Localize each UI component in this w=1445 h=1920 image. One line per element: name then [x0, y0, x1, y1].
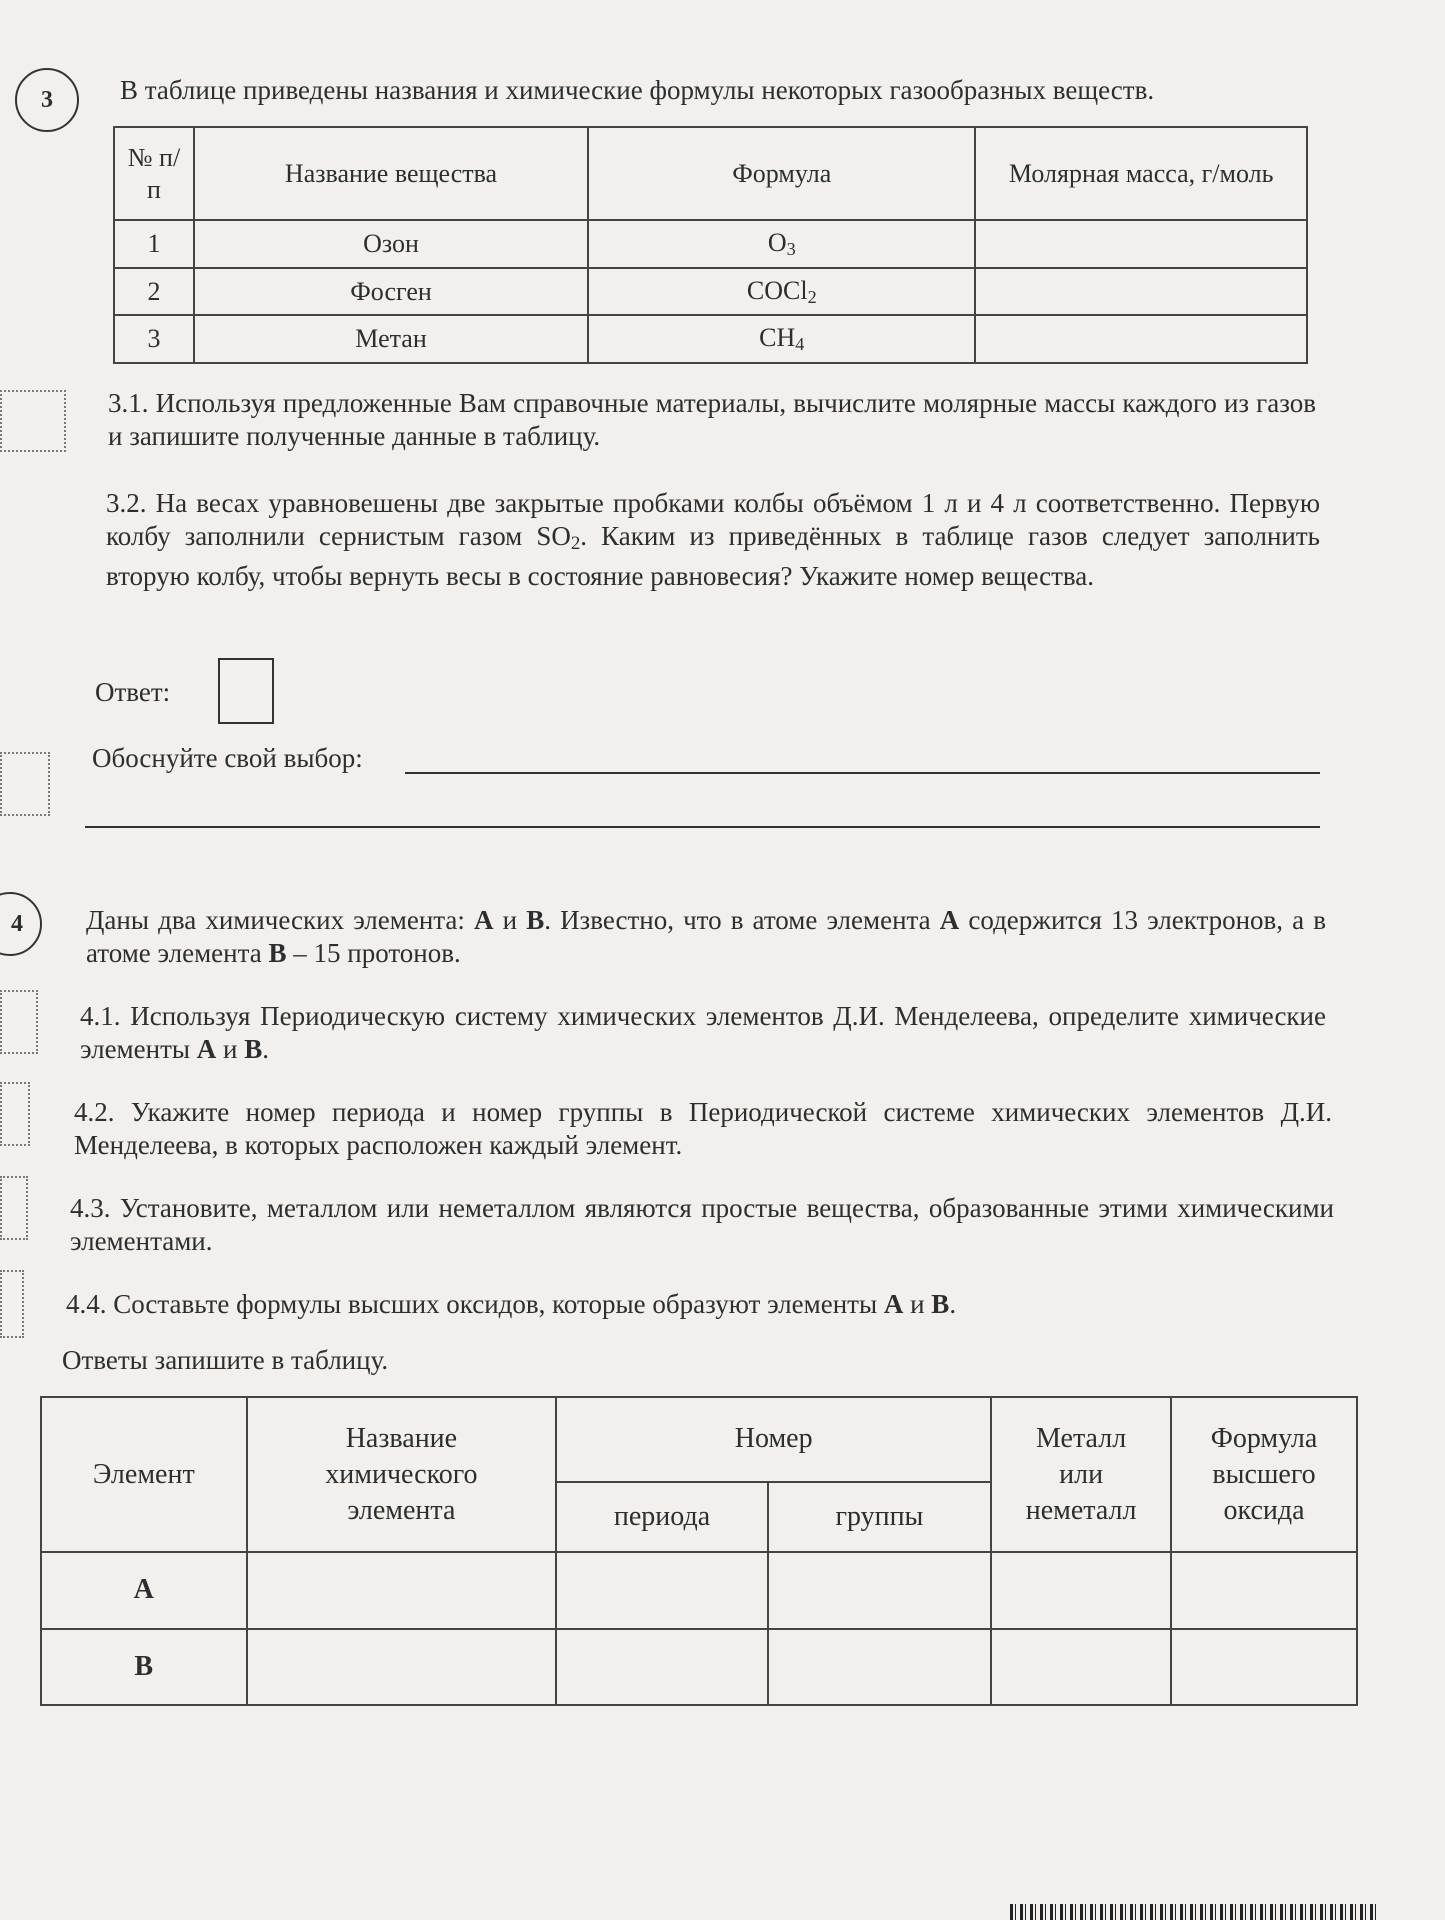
- substance-formula: $O_3$: [588, 220, 975, 268]
- substances-table: [113, 126, 1308, 364]
- question-4-4: 4.4. Составьте формулы высших оксидов, которые образуют элементы A и B.: [66, 1289, 957, 1319]
- answer-input-box[interactable]: [218, 658, 274, 724]
- header-metal: Металл или неметалл: [991, 1397, 1171, 1552]
- score-box-4-1[interactable]: [0, 990, 38, 1054]
- answer-cell[interactable]: [768, 1552, 991, 1628]
- substance-formula: $CH_4$: [588, 315, 975, 363]
- task4-intro: Даны два химических элемента: A и B. Известно, что в атоме элемента A содержится 13 электронов, а в атоме элемента B – 15 протонов.: [86, 905, 1326, 968]
- question-4-2: 4.2. Укажите номер периода и номер группы в Периодической системе химических элементов Д.И. Менделеева, в которых расположен каждый элемент.: [74, 1097, 1332, 1160]
- justify-line-1[interactable]: [405, 772, 1320, 774]
- molar-mass-cell[interactable]: [975, 315, 1307, 363]
- barcode: [1010, 1904, 1380, 1920]
- substance-name: Озон: [194, 220, 588, 268]
- table-row: [41, 1629, 1357, 1705]
- header-period: периода: [556, 1482, 767, 1552]
- answer-cell[interactable]: [991, 1552, 1171, 1628]
- molar-mass-cell[interactable]: [975, 268, 1307, 316]
- answer-cell[interactable]: [768, 1629, 991, 1705]
- task-number-4: 4: [0, 892, 42, 956]
- table-row: [114, 315, 1307, 363]
- table-header-row: [41, 1397, 1357, 1482]
- score-box-4-3[interactable]: [0, 1176, 28, 1240]
- header-oxide: Формула высшего оксида: [1171, 1397, 1357, 1552]
- row-label-a: A: [41, 1552, 247, 1628]
- answer-cell[interactable]: [556, 1552, 767, 1628]
- header-number: № п/п: [114, 127, 194, 220]
- table-row: [114, 220, 1307, 268]
- row-number: 2: [114, 268, 194, 316]
- header-molar-mass: Молярная масса, г/моль: [975, 127, 1307, 220]
- score-box-3-2[interactable]: [0, 752, 50, 816]
- score-box-4-4[interactable]: [0, 1270, 24, 1338]
- question-4-3: 4.3. Установите, металлом или неметаллом являются простые вещества, образованные этими химическими элементами.: [70, 1193, 1334, 1256]
- table-row: [114, 268, 1307, 316]
- answer-label: Ответ:: [95, 677, 171, 707]
- header-name: Название вещества: [194, 127, 588, 220]
- header-group: группы: [768, 1482, 991, 1552]
- substance-name: Фосген: [194, 268, 588, 316]
- justify-label: Обоснуйте свой выбор:: [92, 743, 363, 773]
- justify-line-2[interactable]: [85, 826, 1320, 828]
- row-number: 1: [114, 220, 194, 268]
- substance-name: Метан: [194, 315, 588, 363]
- question-3-2: 3.2. На весах уравновешены две закрытые пробками колбы объёмом 1 л и 4 л соответственно. Первую колбу заполнили сернистым газом $SO_2$. Каким из приведённых в таблице газов следует заполнить вторую колбу, чтобы вернуть весы в состояние равновесия? Укажите номер вещества.: [106, 488, 1320, 591]
- substance-formula: COCl$_2$: [588, 268, 975, 316]
- table-row: [41, 1552, 1357, 1628]
- score-box-4-2[interactable]: [0, 1082, 30, 1146]
- header-element: Элемент: [41, 1397, 247, 1552]
- row-label-b: B: [41, 1629, 247, 1705]
- header-number: Номер: [556, 1397, 991, 1482]
- molar-mass-cell[interactable]: [975, 220, 1307, 268]
- answers-note: Ответы запишите в таблицу.: [62, 1345, 389, 1375]
- answer-cell[interactable]: [247, 1629, 557, 1705]
- answer-cell[interactable]: [247, 1552, 557, 1628]
- header-formula: Формула: [588, 127, 975, 220]
- task-number-3: 3: [15, 68, 79, 132]
- answer-cell[interactable]: [556, 1629, 767, 1705]
- row-number: 3: [114, 315, 194, 363]
- answer-cell[interactable]: [991, 1629, 1171, 1705]
- answer-cell[interactable]: [1171, 1552, 1357, 1628]
- question-4-1: 4.1. Используя Периодическую систему химических элементов Д.И. Менделеева, определите химические элементы A и B.: [80, 1001, 1326, 1064]
- task3-intro: В таблице приведены названия и химические формулы некоторых газообразных веществ.: [120, 75, 1155, 105]
- header-element-name: Название химического элемента: [247, 1397, 557, 1552]
- table-header-row: [114, 127, 1307, 220]
- score-box-3-1[interactable]: [0, 390, 66, 452]
- answer-cell[interactable]: [1171, 1629, 1357, 1705]
- question-3-1: 3.1. Используя предложенные Вам справочные материалы, вычислите молярные массы каждого из газов и запишите полученные данные в таблицу.: [108, 388, 1316, 451]
- elements-answer-table: [40, 1396, 1358, 1706]
